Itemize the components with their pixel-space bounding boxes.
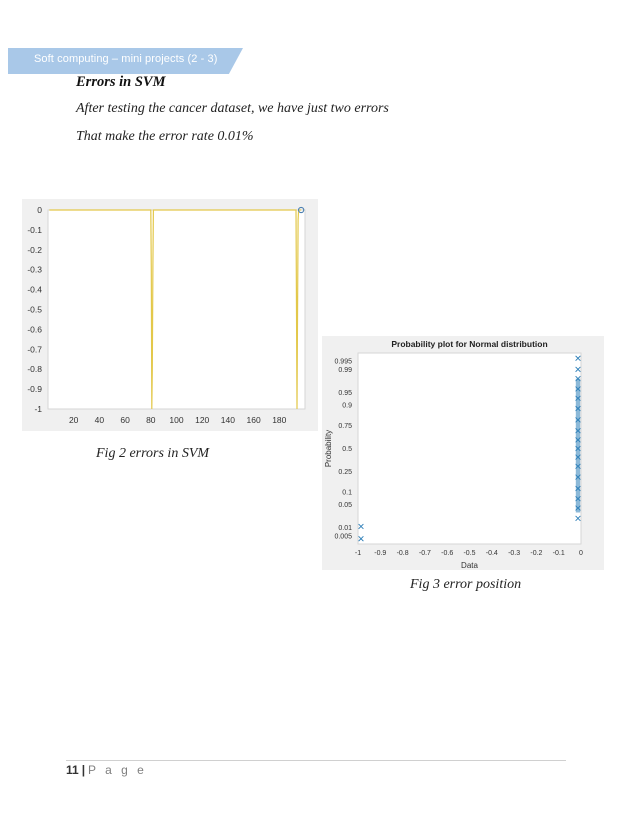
fig2-caption: Fig 2 errors in SVM xyxy=(96,446,210,461)
fig3-x-tick-label: -0.9 xyxy=(374,550,387,557)
header-label: Soft computing – mini projects (2 - 3) xyxy=(34,53,218,65)
footer-divider xyxy=(66,760,566,761)
fig2-y-tick-label: -0.2 xyxy=(27,244,42,255)
fig3-chart-title: Probability plot for Normal distribution xyxy=(391,339,548,349)
fig3-y-tick-label: 0.75 xyxy=(338,423,352,431)
fig2-y-tick-label: 0 xyxy=(37,205,42,215)
fig3-x-axis-label: Data xyxy=(461,561,478,570)
fig3-plot-area xyxy=(358,353,581,544)
fig3-y-tick-label: 0.01 xyxy=(338,525,352,533)
paragraph-2: That make the error rate 0.01% xyxy=(76,129,254,144)
fig2-x-tick-label: 100 xyxy=(169,415,184,425)
fig3-y-tick-label: 0.25 xyxy=(338,468,352,476)
page-word: P a g e xyxy=(88,763,147,777)
fig3-point-cluster xyxy=(576,379,580,513)
fig2-y-tick-label: -0.1 xyxy=(27,224,42,235)
fig2-x-tick-label: 160 xyxy=(246,415,261,425)
fig3-y-tick-label: 0.005 xyxy=(334,533,352,541)
fig3-x-tick-label: -0.4 xyxy=(485,550,498,557)
fig3-x-tick-label: -0.3 xyxy=(508,550,521,557)
section-heading: Errors in SVM xyxy=(76,74,166,90)
fig2-x-tick-label: 40 xyxy=(94,415,105,425)
fig2-x-tick-label: 80 xyxy=(146,415,156,425)
fig2-x-tick-label: 180 xyxy=(272,415,287,425)
fig3-x-tick-label: -0.2 xyxy=(530,550,543,557)
fig3-x-tick-label: -0.7 xyxy=(418,550,431,557)
fig2-y-tick-label: -1 xyxy=(34,404,42,414)
fig3-x-tick-label: -1 xyxy=(354,550,362,557)
fig2-y-tick-label: -0.7 xyxy=(27,344,42,355)
fig3-caption: Fig 3 error position xyxy=(410,577,522,592)
fig3-x-tick-label: -0.1 xyxy=(552,550,565,557)
fig2-y-tick-label: -0.3 xyxy=(27,264,42,275)
fig2-chart-panel xyxy=(22,199,318,431)
fig2-y-tick-label: -0.4 xyxy=(27,284,42,295)
fig2-y-tick-label: -0.6 xyxy=(27,324,42,335)
fig3-x-tick-label: 0 xyxy=(579,550,583,557)
footer-separator: | xyxy=(81,763,86,777)
paragraph-1: After testing the cancer dataset, we have just two errors xyxy=(76,101,389,116)
fig3-y-axis-label: Probability xyxy=(324,429,333,468)
fig2-x-tick-label: 20 xyxy=(68,415,79,425)
fig2-y-tick-label: -0.5 xyxy=(27,304,42,315)
fig3-y-tick-label: 0.99 xyxy=(338,366,352,374)
fig3-y-tick-label: 0.9 xyxy=(342,402,352,410)
fig2-plot-area xyxy=(48,210,305,409)
fig3-y-tick-label: 0.5 xyxy=(342,446,352,453)
fig3-y-tick-label: 0.95 xyxy=(338,390,352,398)
fig2-x-tick-label: 140 xyxy=(220,415,235,425)
fig2-chart xyxy=(22,199,318,431)
footer xyxy=(66,763,147,777)
fig3-chart xyxy=(322,336,604,570)
page-number: 11 xyxy=(66,763,79,777)
fig3-chart-panel xyxy=(322,336,604,570)
fig2-x-tick-label: 60 xyxy=(120,415,130,425)
fig2-x-tick-label: 120 xyxy=(195,415,210,425)
fig3-x-tick-label: -0.6 xyxy=(441,550,454,557)
fig2-y-tick-label: -0.9 xyxy=(27,384,42,395)
fig3-y-tick-label: 0.995 xyxy=(334,358,352,366)
fig3-x-tick-label: -0.8 xyxy=(396,550,409,557)
fig3-y-tick-label: 0.05 xyxy=(338,501,352,509)
fig3-y-tick-label: 0.1 xyxy=(342,489,352,497)
fig3-x-tick-label: -0.5 xyxy=(463,550,476,557)
fig2-y-tick-label: -0.8 xyxy=(27,364,42,375)
